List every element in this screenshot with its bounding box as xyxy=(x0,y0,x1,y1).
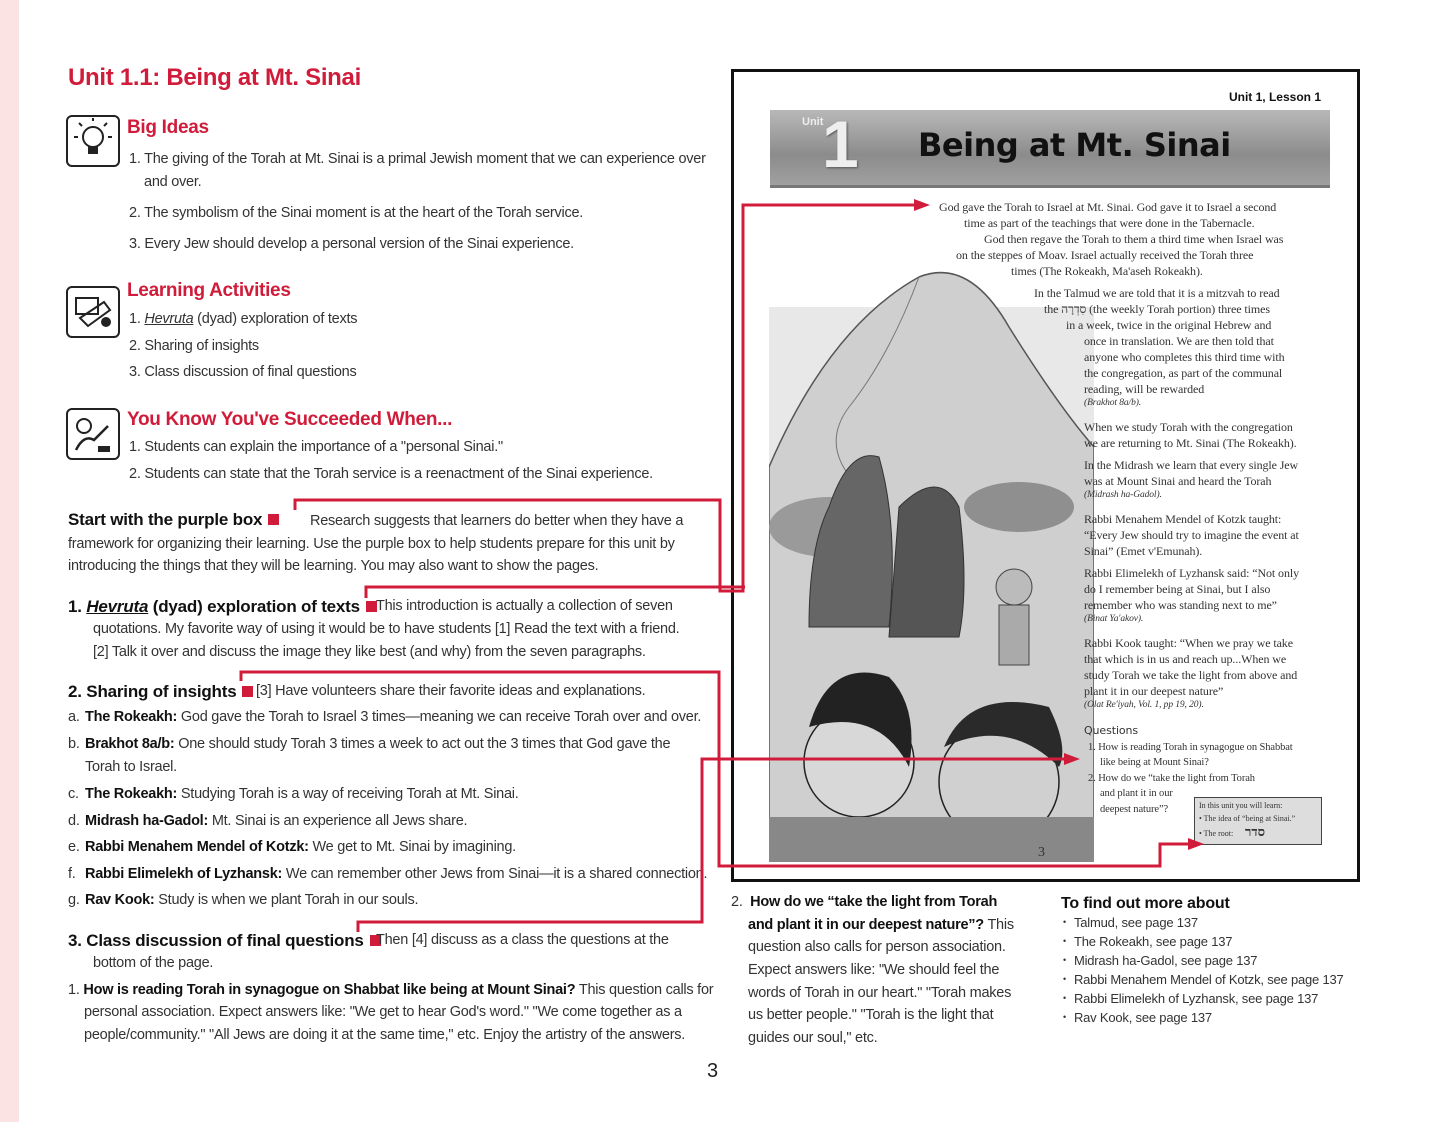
find-more-item: • Rabbi Elimelekh of Lyzhansk, see page 137 xyxy=(1061,991,1344,1010)
activity-2: 2. Sharing of insights xyxy=(129,338,259,354)
success-icon xyxy=(66,408,120,460)
lesson-text-line: like being at Mount Sinai? xyxy=(1100,757,1209,768)
find-more-item: • Midrash ha-Gadol, see page 137 xyxy=(1061,953,1344,972)
question-2-line-7: guides our soul," etc. xyxy=(748,1030,878,1046)
lesson-text-line: God then regave the Torah to them a third time when Israel was xyxy=(984,232,1284,246)
activities-icon xyxy=(66,286,120,338)
lesson-text-line: (Binat Ya'akov). xyxy=(1084,614,1144,624)
lesson-text-line: remember who was standing next to me” xyxy=(1084,598,1277,612)
discussion-line-2: bottom of the page. xyxy=(93,955,214,971)
lesson-text-line: 1. How is reading Torah in synagogue on Shabbat xyxy=(1088,742,1293,753)
question-2-line-5: words of Torah in our heart." "Torah makes xyxy=(748,985,1012,1001)
lesson-text-line: and plant it in our xyxy=(1100,788,1173,799)
discussion-line-1: Then [4] discuss as a class the questions at the xyxy=(376,932,669,948)
banner-unit-number: 1 xyxy=(822,107,859,181)
lesson-text-line: (Midrash ha-Gadol). xyxy=(1084,490,1162,500)
lesson-text-line: plant it in our deepest nature” xyxy=(1084,684,1224,698)
big-idea-1-cont: and over. xyxy=(144,174,202,190)
succeeded-item-1: 1. Students can explain the importance of a "personal Sinai." xyxy=(129,439,503,455)
hevruta-heading: 1. Hevruta (dyad) exploration of texts xyxy=(68,597,383,617)
lesson-text-line: “Every Jew should try to imagine the event at xyxy=(1084,528,1299,542)
question-2-line-3: question also calls for person association. xyxy=(748,939,1006,955)
lesson-text-line: Rabbi Menahem Mendel of Kotzk taught: xyxy=(1084,512,1282,526)
lesson-text-line: once in translation. We are then told that xyxy=(1084,334,1274,348)
find-more-item: • The Rokeakh, see page 137 xyxy=(1061,934,1344,953)
lesson-page-image xyxy=(731,69,1360,882)
lesson-text-line: reading, will be rewarded xyxy=(1084,382,1205,396)
red-square-marker xyxy=(268,514,279,525)
lesson-text-line: Rabbi Elimelekh of Lyzhansk said: “Not only xyxy=(1084,566,1299,580)
lesson-text-line: When we study Torah with the congregation xyxy=(1084,420,1293,434)
big-idea-1: 1. The giving of the Torah at Mt. Sinai is a primal Jewish moment that we can experience over xyxy=(129,151,706,167)
lesson-text-line: Rabbi Kook taught: “When we pray we take xyxy=(1084,636,1293,650)
lesson-text-line: In the Midrash we learn that every single Jew xyxy=(1084,458,1299,472)
question-2-line-6: us better people." "Torah is the light that xyxy=(748,1007,994,1023)
lesson-text-line: In the Talmud we are told that it is a mitzvah to read xyxy=(1034,286,1280,300)
box-line-2: • The idea of “being at Sinai.” xyxy=(1199,814,1296,823)
find-more-item: • Talmud, see page 137 xyxy=(1061,915,1344,934)
question-1-line-3: people/community." "All Jews are doing it at the same time," etc. Enjoy the artistry of the answers. xyxy=(84,1027,686,1043)
activity-3: 3. Class discussion of final questions xyxy=(129,364,357,380)
sharing-item: c. The Rokeakh: Studying Torah is a way of receiving Torah at Mt. Sinai. xyxy=(68,786,519,802)
lesson-text-line: was at Mount Sinai and heard the Torah xyxy=(1084,474,1272,488)
find-more-box xyxy=(1061,895,1344,1029)
big-ideas-heading: Big Ideas xyxy=(127,117,209,138)
sharing-item-cont: Torah to Israel. xyxy=(85,759,177,775)
lesson-text-line: in a week, twice in the original Hebrew and xyxy=(1066,318,1272,332)
hevruta-line-3: [2] Talk it over and discuss the image they like best (and why) from the seven paragraphs. xyxy=(93,644,646,660)
lesson-text-line: on the steppes of Moav. Israel actually received the Torah three xyxy=(956,248,1254,262)
lesson-text-line: anyone who completes this third time with xyxy=(1084,350,1285,364)
box-line-3: • The root: xyxy=(1199,829,1234,838)
lesson-text-line: 2. How do we “take the light from Torah xyxy=(1088,773,1255,784)
succeeded-heading: You Know You've Succeeded When... xyxy=(127,409,453,430)
question-2-line-4: Expect answers like: "We should feel the xyxy=(748,962,1000,978)
big-idea-3: 3. Every Jew should develop a personal version of the Sinai experience. xyxy=(129,236,574,252)
find-more-list xyxy=(1061,915,1344,1029)
learning-activities-heading: Learning Activities xyxy=(127,280,291,301)
lesson-text-line: (Olat Re'iyah, Vol. 1, pp 19, 20). xyxy=(1084,700,1204,710)
lesson-text-line: time as part of the teachings that were done in the Tabernacle. xyxy=(964,216,1255,230)
purple-box-line-3: introducing the things that they will be learning. You may also want to show the pages. xyxy=(68,558,599,574)
lesson-text-line: do I remember being at Sinai, but I also xyxy=(1084,582,1271,596)
big-idea-2: 2. The symbolism of the Sinai moment is at the heart of the Torah service. xyxy=(129,205,584,221)
lesson-text-line: (Brakhot 8a/b). xyxy=(1084,398,1142,408)
lesson-banner xyxy=(770,107,1330,188)
question-1-line-2: personal association. Expect answers like: "We get to hear God's word." "We come together as a xyxy=(84,1004,682,1020)
find-more-item: • Rav Kook, see page 137 xyxy=(1061,1010,1344,1029)
unit-preview-box xyxy=(1194,797,1322,845)
hevruta-line-2: quotations. My favorite way of using it would be to have students [1] Read the text with a friend. xyxy=(93,621,680,637)
lesson-text-line: study Torah we take the light from above and xyxy=(1084,668,1298,682)
question-2-line-2: and plant it in our deepest nature”? This xyxy=(748,917,1014,933)
lesson-page-number: 3 xyxy=(1038,845,1045,860)
lesson-text-line: the congregation, as part of the communal xyxy=(1084,366,1283,380)
sharing-item: e. Rabbi Menahem Mendel of Kotzk: We get to Mt. Sinai by imagining. xyxy=(68,839,516,855)
hevruta-line-1: This introduction is actually a collection of seven xyxy=(376,598,673,614)
discussion-heading: 3. Class discussion of final questions xyxy=(68,931,387,951)
page-margin-strip xyxy=(0,0,19,1122)
page-number: 3 xyxy=(707,1060,719,1082)
sharing-item: b. Brakhot 8a/b: One should study Torah 3 times a week to act out the 3 times that God gave the xyxy=(68,736,671,752)
activity-1: 1. Hevruta (dyad) exploration of texts xyxy=(129,311,358,327)
sharing-item: g. Rav Kook: Study is when we plant Torah in our souls. xyxy=(68,892,419,908)
purple-box-heading: Start with the purple box xyxy=(68,510,285,530)
lesson-text-line: that which is in us and reach up...When we xyxy=(1084,652,1287,666)
find-more-heading: To find out more about xyxy=(1061,895,1230,912)
banner-unit-word: Unit xyxy=(802,116,824,128)
lesson-text-line: times (The Rokeakh, Ma'aseh Rokeakh). xyxy=(1011,264,1203,278)
lightbulb-icon xyxy=(66,115,120,167)
purple-box-line-1: Research suggests that learners do better when they have a xyxy=(310,513,684,529)
lesson-text-line: the סִדְרָה (the weekly Torah portion) three times xyxy=(1044,302,1270,316)
unit-title: Unit 1.1: Being at Mt. Sinai xyxy=(68,64,361,91)
sharing-item: f. Rabbi Elimelekh of Lyzhansk: We can remember other Jews from Sinai—it is a shared connection. xyxy=(68,866,708,882)
question-2-line-1: 2. How do we “take the light from Torah xyxy=(731,894,998,910)
banner-title: Being at Mt. Sinai xyxy=(918,126,1231,164)
lesson-text-line: we are returning to Mt. Sinai (The Rokeakh). xyxy=(1084,436,1297,450)
sharing-item: d. Midrash ha-Gadol: Mt. Sinai is an experience all Jews share. xyxy=(68,813,468,829)
purple-box-line-2: framework for organizing their learning. Use the purple box to help students prepare for this unit by xyxy=(68,536,675,552)
lesson-text-line: God gave the Torah to Israel at Mt. Sinai. God gave it to Israel a second xyxy=(939,200,1277,214)
lesson-label: Unit 1, Lesson 1 xyxy=(1228,90,1321,104)
box-line-1: In this unit you will learn: xyxy=(1199,801,1283,810)
sharing-item: a. The Rokeakh: God gave the Torah to Israel 3 times—meaning we can receive Torah over and over. xyxy=(68,709,702,725)
lesson-text-line: Sinai” (Emet v'Emunah). xyxy=(1084,544,1203,558)
find-more-item: • Rabbi Menahem Mendel of Kotzk, see page 137 xyxy=(1061,972,1344,991)
sharing-heading: 2. Sharing of insights xyxy=(68,682,259,702)
box-hebrew-root: סדר xyxy=(1245,824,1266,839)
lesson-text-line: deepest nature”? xyxy=(1100,804,1169,815)
succeeded-item-2: 2. Students can state that the Torah service is a reenactment of the Sinai experience. xyxy=(129,466,653,482)
lesson-text-line: Questions xyxy=(1084,724,1139,737)
red-square-marker xyxy=(242,686,253,697)
question-1-line-1: 1. How is reading Torah in synagogue on Shabbat like being at Mount Sinai? This question calls for xyxy=(68,982,714,998)
sharing-intro: [3] Have volunteers share their favorite ideas and explanations. xyxy=(256,683,646,699)
